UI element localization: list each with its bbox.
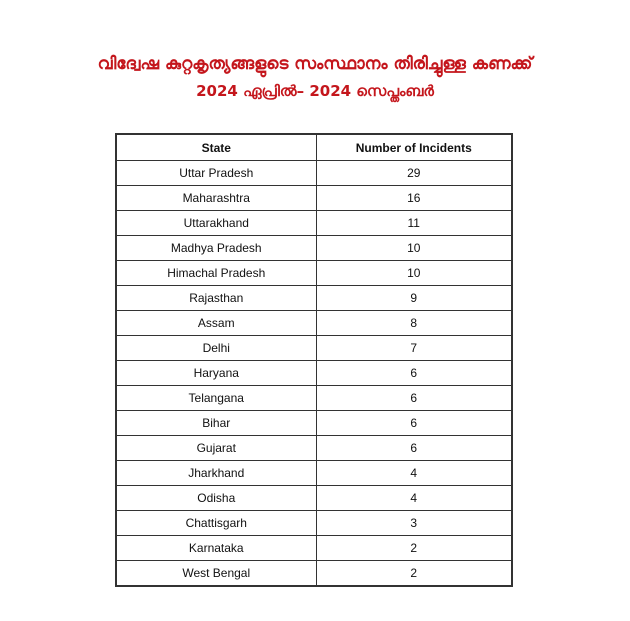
incidents-cell: 3 [316,511,512,536]
column-header-incidents: Number of Incidents [316,134,512,161]
table-row [116,386,512,411]
state-cell: Uttar Pradesh [116,161,316,186]
page-title: വിദ്വേഷ കുറ്റകൃത്യങ്ങളുടെ സംസ്ഥാനം തിരിച്ചുള്ള കണക്ക് [97,54,533,74]
table-row [116,211,512,236]
incidents-table [115,133,513,587]
state-cell: Haryana [116,361,316,386]
state-cell: Rajasthan [116,286,316,311]
table-row [116,311,512,336]
state-cell: Odisha [116,486,316,511]
state-cell: Madhya Pradesh [116,236,316,261]
state-cell: Jharkhand [116,461,316,486]
incidents-cell: 29 [316,161,512,186]
table-row [116,561,512,587]
incidents-cell: 2 [316,536,512,561]
table-row [116,461,512,486]
table-body [116,161,512,587]
table-row [116,536,512,561]
table-row [116,411,512,436]
incidents-cell: 10 [316,261,512,286]
table-row [116,186,512,211]
incidents-cell: 2 [316,561,512,587]
table-row [116,261,512,286]
incidents-cell: 4 [316,486,512,511]
table-row [116,336,512,361]
table-row [116,236,512,261]
incidents-cell: 4 [316,461,512,486]
incidents-cell: 7 [316,336,512,361]
incidents-cell: 6 [316,411,512,436]
table-row [116,511,512,536]
column-header-state: State [116,134,316,161]
state-cell: Maharashtra [116,186,316,211]
table-row [116,486,512,511]
state-cell: Gujarat [116,436,316,461]
table-header-row [116,134,512,161]
incidents-cell: 6 [316,436,512,461]
incidents-cell: 6 [316,386,512,411]
table-row [116,436,512,461]
state-cell: Karnataka [116,536,316,561]
state-cell: Uttarakhand [116,211,316,236]
state-cell: Assam [116,311,316,336]
incidents-cell: 11 [316,211,512,236]
table-row [116,361,512,386]
state-cell: Telangana [116,386,316,411]
incidents-cell: 10 [316,236,512,261]
incidents-cell: 8 [316,311,512,336]
state-cell: West Bengal [116,561,316,587]
table-row [116,161,512,186]
state-cell: Delhi [116,336,316,361]
state-cell: Bihar [116,411,316,436]
incidents-cell: 16 [316,186,512,211]
state-cell: Chattisgarh [116,511,316,536]
page-subtitle: 2024 ഏപ്രിൽ– 2024 സെപ്തംബർ [196,82,434,100]
state-cell: Himachal Pradesh [116,261,316,286]
incidents-cell: 9 [316,286,512,311]
table-row [116,286,512,311]
incidents-cell: 6 [316,361,512,386]
